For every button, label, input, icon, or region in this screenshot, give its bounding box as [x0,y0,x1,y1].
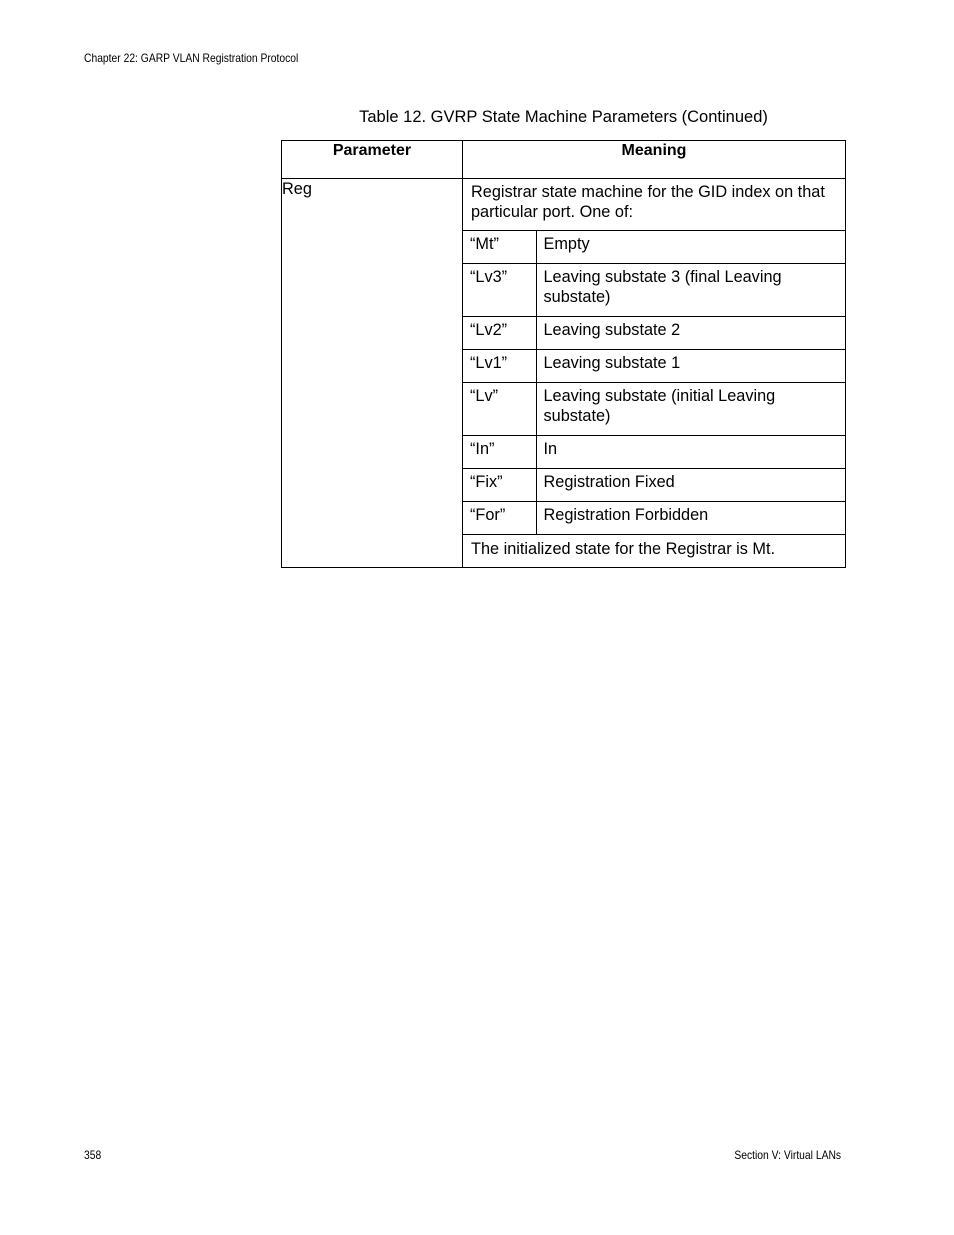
closing-row [463,535,845,568]
table-row [282,179,846,568]
state-meaning: In [543,440,558,458]
state-code: “Lv1” [470,354,508,372]
table-header-row [282,141,846,179]
state-row [463,231,845,264]
state-meaning: Leaving substate 1 [543,354,681,372]
state-row [463,317,845,350]
state-meaning: Registration Fixed [543,473,675,491]
state-code: “Lv2” [470,321,508,339]
state-row [463,502,845,535]
state-row [463,264,845,317]
state-row [463,383,845,436]
page-number: 358 [84,1148,102,1162]
gvrp-parameters-table [281,140,846,568]
parameter-cell: Reg [282,179,463,568]
state-list [463,179,845,567]
state-meaning: Leaving substate 3 (final Leaving substate) [543,268,782,306]
section-footer: Section V: Virtual LANs [734,1148,841,1162]
state-meaning: Empty [543,235,590,253]
state-meaning: Leaving substate (initial Leaving substate) [543,387,776,425]
state-meaning: Registration Forbidden [543,506,709,524]
table-caption: Table 12. GVRP State Machine Parameters (Continued) [359,108,768,126]
state-row [463,436,845,469]
state-code: “Mt” [470,235,499,253]
state-meaning: Leaving substate 2 [543,321,681,339]
state-row [463,350,845,383]
state-code: “Lv3” [470,268,508,286]
state-code: “Fix” [470,473,503,491]
state-code: “Lv” [470,387,499,405]
state-code: “For” [470,506,506,524]
running-header: Chapter 22: GARP VLAN Registration Protocol [84,51,299,65]
meaning-closing: The initialized state for the Registrar is Mt. [471,540,776,558]
column-header-parameter: Parameter [282,141,463,179]
state-code: “In” [470,440,495,458]
column-header-meaning: Meaning [463,141,846,179]
intro-row [463,179,845,231]
meaning-intro: Registrar state machine for the GID index on that particular port. One of: [471,183,825,221]
meaning-cell [463,179,846,568]
state-row [463,469,845,502]
